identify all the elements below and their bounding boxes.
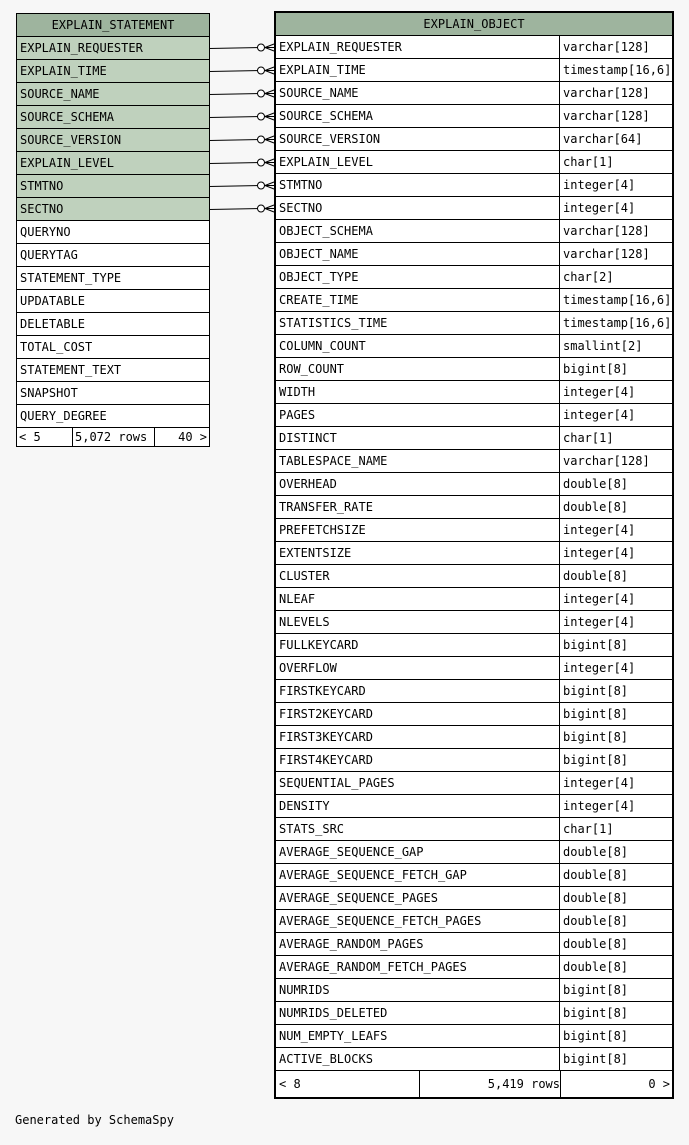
column-name: STATEMENT_TYPE bbox=[20, 271, 122, 285]
relationship-line bbox=[209, 186, 264, 187]
column-name: NLEVELS bbox=[276, 611, 560, 633]
column-type: integer[4] bbox=[563, 615, 636, 629]
column-row[interactable] bbox=[17, 60, 209, 83]
column-name: CREATE_TIME bbox=[276, 289, 560, 311]
many-crowfoot-marker bbox=[265, 90, 274, 97]
column-type: char[1] bbox=[563, 155, 614, 169]
column-name: FIRST2KEYCARD bbox=[276, 703, 560, 725]
column-name: FULLKEYCARD bbox=[276, 634, 560, 656]
many-crowfoot-marker bbox=[265, 159, 274, 166]
column-row[interactable] bbox=[276, 427, 672, 450]
column-name: SOURCE_SCHEMA bbox=[276, 105, 560, 127]
column-name: TABLESPACE_NAME bbox=[276, 450, 560, 472]
column-name: SOURCE_VERSION bbox=[17, 129, 209, 151]
column-name: STMTNO bbox=[17, 175, 209, 197]
optional-marker bbox=[258, 136, 265, 143]
column-name: OVERHEAD bbox=[276, 473, 560, 495]
relationship-source-name bbox=[209, 90, 274, 97]
column-name: NUMRIDS_DELETED bbox=[276, 1002, 560, 1024]
column-row[interactable] bbox=[276, 450, 672, 473]
column-row[interactable] bbox=[276, 312, 672, 335]
column-row[interactable] bbox=[17, 152, 209, 175]
column-row[interactable] bbox=[276, 795, 672, 818]
column-row[interactable] bbox=[276, 680, 672, 703]
column-row[interactable] bbox=[276, 151, 672, 174]
column-type: bigint[8] bbox=[563, 753, 629, 767]
relationship-explain-requester bbox=[209, 44, 274, 51]
column-name: SOURCE_SCHEMA bbox=[17, 106, 209, 128]
optional-marker bbox=[258, 159, 265, 166]
column-name: NLEAF bbox=[276, 588, 560, 610]
column-row[interactable] bbox=[276, 381, 672, 404]
column-name: STATS_SRC bbox=[276, 818, 560, 840]
column-name: AVERAGE_SEQUENCE_FETCH_PAGES bbox=[276, 910, 560, 932]
many-crowfoot-marker bbox=[265, 182, 274, 189]
column-type: double[8] bbox=[563, 569, 629, 583]
column-row[interactable] bbox=[276, 197, 672, 220]
column-row[interactable] bbox=[276, 956, 672, 979]
column-row[interactable] bbox=[276, 565, 672, 588]
column-name: SECTNO bbox=[276, 197, 560, 219]
column-name: TOTAL_COST bbox=[20, 340, 93, 354]
column-row[interactable] bbox=[276, 542, 672, 565]
column-name: SOURCE_NAME bbox=[276, 82, 560, 104]
column-row[interactable] bbox=[17, 83, 209, 106]
many-crowfoot-marker bbox=[265, 205, 274, 212]
column-type: double[8] bbox=[563, 891, 629, 905]
column-row[interactable] bbox=[17, 221, 209, 244]
column-name: UPDATABLE bbox=[20, 294, 86, 308]
column-type: double[8] bbox=[563, 960, 629, 974]
column-type: varchar[128] bbox=[563, 247, 650, 261]
column-row[interactable] bbox=[17, 267, 209, 290]
optional-marker bbox=[258, 90, 265, 97]
column-type: varchar[64] bbox=[563, 132, 643, 146]
column-row[interactable] bbox=[17, 313, 209, 336]
column-name: EXPLAIN_LEVEL bbox=[276, 151, 560, 173]
column-type: double[8] bbox=[563, 937, 629, 951]
column-type: bigint[8] bbox=[563, 638, 629, 652]
column-row[interactable] bbox=[276, 128, 672, 151]
column-name: QUERYTAG bbox=[20, 248, 78, 262]
column-name: SECTNO bbox=[17, 198, 209, 220]
column-name: AVERAGE_SEQUENCE_GAP bbox=[276, 841, 560, 863]
column-name: NUM_EMPTY_LEAFS bbox=[276, 1025, 560, 1047]
column-name: SNAPSHOT bbox=[20, 386, 78, 400]
column-type: timestamp[16,6] bbox=[563, 316, 672, 330]
column-type: integer[4] bbox=[563, 385, 636, 399]
many-crowfoot-marker bbox=[265, 44, 274, 51]
row-count: 5,072 rows bbox=[73, 428, 155, 446]
column-row[interactable] bbox=[276, 1048, 672, 1071]
column-row[interactable] bbox=[17, 290, 209, 313]
relationship-line bbox=[209, 117, 264, 118]
column-name: PREFETCHSIZE bbox=[276, 519, 560, 541]
column-type: varchar[128] bbox=[563, 86, 650, 100]
column-type: integer[4] bbox=[563, 201, 636, 215]
column-type: varchar[128] bbox=[563, 109, 650, 123]
column-row[interactable] bbox=[276, 289, 672, 312]
column-type: bigint[8] bbox=[563, 730, 629, 744]
relationship-source-schema bbox=[209, 113, 274, 120]
column-type: integer[4] bbox=[563, 408, 636, 422]
column-row[interactable] bbox=[276, 864, 672, 887]
column-type: double[8] bbox=[563, 845, 629, 859]
column-name: PAGES bbox=[276, 404, 560, 426]
table-title[interactable]: EXPLAIN_OBJECT bbox=[276, 13, 672, 36]
column-row[interactable] bbox=[17, 405, 209, 428]
column-name: DELETABLE bbox=[20, 317, 86, 331]
column-type: bigint[8] bbox=[563, 983, 629, 997]
column-row[interactable] bbox=[276, 933, 672, 956]
relationship-line bbox=[209, 71, 264, 72]
column-name: NUMRIDS bbox=[276, 979, 560, 1001]
column-type: char[1] bbox=[563, 431, 614, 445]
children-count: 0 > bbox=[648, 1077, 670, 1091]
column-type: integer[4] bbox=[563, 546, 636, 560]
column-row[interactable] bbox=[276, 243, 672, 266]
column-type: timestamp[16,6] bbox=[563, 63, 672, 77]
relationship-explain-level bbox=[209, 159, 274, 166]
many-crowfoot-marker bbox=[265, 136, 274, 143]
column-name: SOURCE_VERSION bbox=[276, 128, 560, 150]
column-row[interactable] bbox=[276, 818, 672, 841]
column-type: double[8] bbox=[563, 914, 629, 928]
column-type: timestamp[16,6] bbox=[563, 293, 672, 307]
relationship-line bbox=[209, 94, 264, 95]
relationship-stmtno bbox=[209, 182, 274, 189]
column-name: COLUMN_COUNT bbox=[276, 335, 560, 357]
table-explain-object[interactable] bbox=[274, 11, 674, 1099]
column-row[interactable] bbox=[17, 106, 209, 129]
column-name: FIRST3KEYCARD bbox=[276, 726, 560, 748]
parents-count: < 8 bbox=[276, 1071, 420, 1097]
column-row[interactable] bbox=[17, 244, 209, 267]
column-row[interactable] bbox=[276, 105, 672, 128]
column-name: OBJECT_TYPE bbox=[276, 266, 560, 288]
column-name: EXPLAIN_REQUESTER bbox=[276, 36, 560, 58]
column-row[interactable] bbox=[276, 59, 672, 82]
column-type: double[8] bbox=[563, 477, 629, 491]
column-name: EXPLAIN_TIME bbox=[17, 60, 209, 82]
relationship-line bbox=[209, 209, 264, 210]
column-type: varchar[128] bbox=[563, 224, 650, 238]
optional-marker bbox=[258, 44, 265, 51]
column-row[interactable] bbox=[276, 703, 672, 726]
column-row[interactable] bbox=[276, 910, 672, 933]
relationship-explain-time bbox=[209, 67, 274, 74]
column-type: double[8] bbox=[563, 500, 629, 514]
column-row[interactable] bbox=[276, 174, 672, 197]
row-count: 5,419 rows bbox=[420, 1071, 561, 1097]
table-footer bbox=[17, 428, 209, 446]
column-row[interactable] bbox=[276, 841, 672, 864]
column-name: OVERFLOW bbox=[276, 657, 560, 679]
column-name: QUERY_DEGREE bbox=[20, 409, 107, 423]
column-row[interactable] bbox=[276, 358, 672, 381]
column-name: ROW_COUNT bbox=[276, 358, 560, 380]
many-crowfoot-marker bbox=[265, 113, 274, 120]
column-type: bigint[8] bbox=[563, 1006, 629, 1020]
column-name: SEQUENTIAL_PAGES bbox=[276, 772, 560, 794]
column-type: smallint[2] bbox=[563, 339, 643, 353]
column-name: STATEMENT_TEXT bbox=[20, 363, 122, 377]
column-name: DENSITY bbox=[276, 795, 560, 817]
column-type: integer[4] bbox=[563, 592, 636, 606]
column-type: bigint[8] bbox=[563, 1052, 629, 1066]
column-row[interactable] bbox=[276, 1002, 672, 1025]
column-name: AVERAGE_SEQUENCE_PAGES bbox=[276, 887, 560, 909]
column-row[interactable] bbox=[276, 887, 672, 910]
column-row[interactable] bbox=[276, 82, 672, 105]
column-name: FIRSTKEYCARD bbox=[276, 680, 560, 702]
column-name: CLUSTER bbox=[276, 565, 560, 587]
column-name: SOURCE_NAME bbox=[17, 83, 209, 105]
column-type: integer[4] bbox=[563, 661, 636, 675]
generated-by-credit: Generated by SchemaSpy bbox=[15, 1113, 174, 1127]
column-row[interactable] bbox=[276, 266, 672, 289]
relationship-line bbox=[209, 163, 264, 164]
parents-count: < 5 bbox=[17, 428, 73, 446]
optional-marker bbox=[258, 67, 265, 74]
column-row[interactable] bbox=[276, 519, 672, 542]
column-type: integer[4] bbox=[563, 523, 636, 537]
column-row[interactable] bbox=[276, 657, 672, 680]
column-row[interactable] bbox=[276, 772, 672, 795]
column-type: char[1] bbox=[563, 822, 614, 836]
column-name: OBJECT_NAME bbox=[276, 243, 560, 265]
column-name: QUERYNO bbox=[20, 225, 71, 239]
column-name: OBJECT_SCHEMA bbox=[276, 220, 560, 242]
column-type: bigint[8] bbox=[563, 1029, 629, 1043]
column-row[interactable] bbox=[276, 588, 672, 611]
column-type: integer[4] bbox=[563, 799, 636, 813]
optional-marker bbox=[258, 205, 265, 212]
column-row[interactable] bbox=[17, 359, 209, 382]
column-name: AVERAGE_SEQUENCE_FETCH_GAP bbox=[276, 864, 560, 886]
column-row[interactable] bbox=[17, 129, 209, 152]
optional-marker bbox=[258, 182, 265, 189]
column-name: STMTNO bbox=[276, 174, 560, 196]
table-footer bbox=[276, 1071, 672, 1097]
column-name: AVERAGE_RANDOM_PAGES bbox=[276, 933, 560, 955]
table-title[interactable]: EXPLAIN_STATEMENT bbox=[17, 14, 209, 37]
column-row[interactable] bbox=[17, 37, 209, 60]
many-crowfoot-marker bbox=[265, 67, 274, 74]
column-row[interactable] bbox=[276, 220, 672, 243]
column-row[interactable] bbox=[276, 496, 672, 519]
relationship-line bbox=[209, 48, 264, 49]
relationship-source-version bbox=[209, 136, 274, 143]
column-row[interactable] bbox=[276, 634, 672, 657]
column-name: EXPLAIN_TIME bbox=[276, 59, 560, 81]
column-name: EXPLAIN_LEVEL bbox=[17, 152, 209, 174]
column-row[interactable] bbox=[276, 611, 672, 634]
column-type: varchar[128] bbox=[563, 454, 650, 468]
column-type: integer[4] bbox=[563, 178, 636, 192]
optional-marker bbox=[258, 113, 265, 120]
column-row[interactable] bbox=[276, 335, 672, 358]
column-type: bigint[8] bbox=[563, 707, 629, 721]
column-name: EXPLAIN_REQUESTER bbox=[17, 37, 209, 59]
children-count: 40 > bbox=[178, 430, 207, 444]
column-type: double[8] bbox=[563, 868, 629, 882]
column-row[interactable] bbox=[17, 336, 209, 359]
column-name: EXTENTSIZE bbox=[276, 542, 560, 564]
column-name: FIRST4KEYCARD bbox=[276, 749, 560, 771]
column-type: bigint[8] bbox=[563, 684, 629, 698]
relationship-line bbox=[209, 140, 264, 141]
column-row[interactable] bbox=[276, 726, 672, 749]
column-row[interactable] bbox=[17, 382, 209, 405]
column-name: AVERAGE_RANDOM_FETCH_PAGES bbox=[276, 956, 560, 978]
column-name: TRANSFER_RATE bbox=[276, 496, 560, 518]
column-row[interactable] bbox=[276, 979, 672, 1002]
column-row[interactable] bbox=[17, 175, 209, 198]
column-name: STATISTICS_TIME bbox=[276, 312, 560, 334]
column-type: integer[4] bbox=[563, 776, 636, 790]
column-row[interactable] bbox=[276, 749, 672, 772]
column-row[interactable] bbox=[276, 473, 672, 496]
column-row[interactable] bbox=[276, 1025, 672, 1048]
column-type: varchar[128] bbox=[563, 40, 650, 54]
relationship-sectno bbox=[209, 205, 274, 212]
column-name: DISTINCT bbox=[276, 427, 560, 449]
column-row[interactable] bbox=[276, 404, 672, 427]
column-name: WIDTH bbox=[276, 381, 560, 403]
column-type: bigint[8] bbox=[563, 362, 629, 376]
column-row[interactable] bbox=[17, 198, 209, 221]
column-type: char[2] bbox=[563, 270, 614, 284]
column-name: ACTIVE_BLOCKS bbox=[276, 1048, 560, 1070]
column-row[interactable] bbox=[276, 36, 672, 59]
table-explain-statement[interactable] bbox=[16, 13, 210, 447]
